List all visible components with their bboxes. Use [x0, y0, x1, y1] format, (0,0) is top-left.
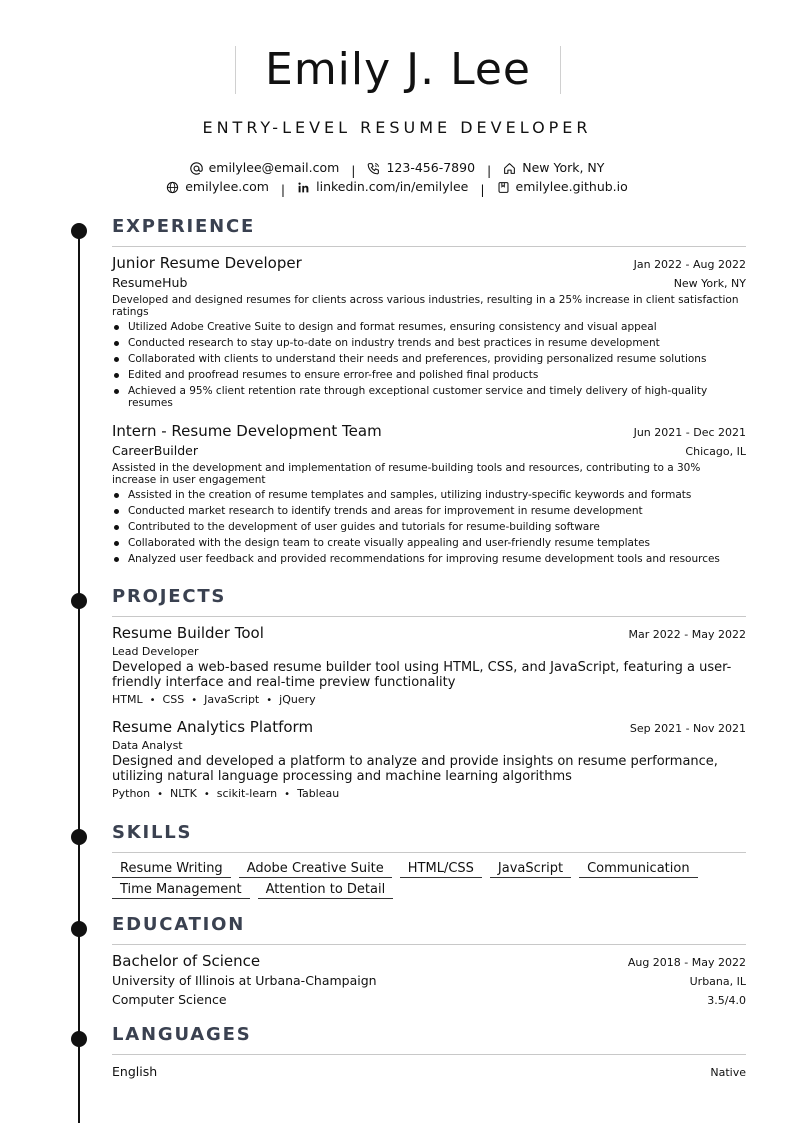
list-item: Conducted market research to identify trends and areas for improvement in resume development	[112, 505, 746, 517]
skill-tag: Time Management	[112, 881, 250, 899]
degree: Bachelor of Science	[112, 952, 261, 970]
institution: University of Illinois at Urbana-Champaign	[112, 973, 377, 988]
section-title: SKILLS	[112, 822, 193, 843]
keyword: NLTK	[170, 787, 197, 800]
projects-section	[112, 585, 746, 803]
contact-location	[503, 159, 604, 177]
contact-row-2	[0, 178, 794, 199]
timeline-line	[78, 228, 80, 1123]
company-name: ResumeHub	[112, 275, 188, 290]
keyword: JavaScript	[204, 693, 260, 706]
phone-icon	[367, 162, 380, 175]
globe-icon	[166, 181, 179, 194]
keyword: CSS	[162, 693, 185, 706]
list-item: Collaborated with clients to understand their needs and preferences, providing personalized resume solutions	[112, 353, 746, 365]
skill-tag: Adobe Creative Suite	[239, 860, 392, 878]
experience-entry	[112, 422, 746, 565]
headline: ENTRY-LEVEL RESUME DEVELOPER	[202, 118, 592, 137]
gpa: 3.5/4.0	[707, 994, 746, 1007]
list-item: Contributed to the development of user guides and tutorials for resume-building software	[112, 521, 746, 533]
section-title: EXPERIENCE	[112, 216, 256, 237]
job-title: Intern - Resume Development Team	[112, 422, 382, 440]
highlights-list	[112, 489, 746, 565]
section-divider	[112, 852, 746, 853]
education-entry	[112, 952, 746, 1009]
language-name: English	[112, 1064, 158, 1079]
company-name: CareerBuilder	[112, 443, 198, 458]
project-description: Developed a web-based resume builder tool using HTML, CSS, and JavaScript, featuring a user-friendly interface and real-time preview functionality	[112, 660, 732, 690]
project-name: Resume Analytics Platform	[112, 718, 314, 736]
contact-email[interactable]	[190, 159, 340, 177]
project-role: Data Analyst	[112, 739, 183, 752]
keyword: Tableau	[297, 787, 340, 800]
keyword-separator: •	[157, 789, 164, 800]
project-role: Lead Developer	[112, 645, 199, 658]
website-text: emilylee.com	[185, 179, 269, 194]
project-name: Resume Builder Tool	[112, 624, 264, 642]
section-divider	[112, 246, 746, 247]
contact-phone[interactable]	[367, 159, 475, 177]
keyword-separator: •	[266, 695, 273, 706]
contact-row-1	[0, 159, 794, 180]
languages-section	[112, 1023, 746, 1081]
list-item: Edited and proofread resumes to ensure error-free and polished final products	[112, 369, 746, 381]
language-entry	[112, 1062, 746, 1081]
keyword: Python	[112, 787, 151, 800]
timeline-dot	[71, 1031, 87, 1047]
job-date: Jun 2021 - Dec 2021	[633, 426, 746, 439]
timeline-dot	[71, 593, 87, 609]
skills-list	[112, 860, 746, 902]
skill-tag: Resume Writing	[112, 860, 231, 878]
skill-tag: Attention to Detail	[258, 881, 394, 899]
home-icon	[503, 162, 516, 175]
timeline-dot	[71, 921, 87, 937]
at-icon	[190, 162, 203, 175]
keyword-separator: •	[284, 789, 291, 800]
candidate-name: Emily J. Lee	[265, 44, 531, 95]
job-location: Chicago, IL	[685, 445, 746, 458]
project-entry	[112, 718, 746, 803]
timeline-dot	[71, 223, 87, 239]
email-text: emilylee@email.com	[208, 160, 340, 175]
job-summary: Developed and designed resumes for clients across various industries, resulting in a 25% increase in client satisfaction ratings	[112, 294, 739, 318]
separator: |	[487, 162, 492, 178]
keyword-separator: •	[191, 695, 198, 706]
project-date: Sep 2021 - Nov 2021	[629, 722, 746, 735]
keyword: jQuery	[279, 693, 316, 706]
job-location: New York, NY	[673, 277, 746, 290]
skill-tag: JavaScript	[490, 860, 571, 878]
skill-tag: Communication	[579, 860, 697, 878]
keyword-separator: •	[149, 695, 156, 706]
separator: |	[280, 181, 286, 197]
separator: |	[480, 181, 485, 197]
contact-linkedin[interactable]	[297, 178, 468, 196]
name-block	[235, 46, 561, 94]
experience-section	[112, 215, 746, 569]
highlights-list	[112, 321, 746, 409]
section-divider	[112, 944, 746, 945]
keyword: HTML	[112, 693, 143, 706]
timeline-dot	[71, 829, 87, 845]
skill-tag: HTML/CSS	[400, 860, 482, 878]
job-summary: Assisted in the development and implementation of resume-building tools and resources, contributing to a 30% increase in user engagement	[112, 462, 701, 486]
location-text: New York, NY	[522, 160, 605, 175]
skills-section	[112, 821, 746, 902]
list-item: Collaborated with the design team to create visually appealing and user-friendly resume templates	[112, 537, 746, 549]
section-divider	[112, 1054, 746, 1055]
project-keywords	[112, 692, 746, 709]
education-date: Aug 2018 - May 2022	[627, 956, 746, 969]
linkedin-icon	[297, 181, 310, 194]
project-description: Designed and developed a platform to analyze and provide insights on resume performance, utilizing natural language processing and machine learning algorithms	[112, 754, 718, 784]
education-location: Urbana, IL	[689, 975, 746, 988]
bookmark-icon	[497, 181, 510, 194]
separator: |	[351, 162, 356, 178]
project-date: Mar 2022 - May 2022	[628, 628, 746, 641]
job-date: Jan 2022 - Aug 2022	[633, 258, 746, 271]
contact-website[interactable]	[166, 178, 269, 196]
contact-github[interactable]	[497, 178, 628, 196]
linkedin-text: linkedin.com/in/emilylee	[316, 179, 469, 194]
section-title: EDUCATION	[112, 914, 246, 935]
keyword-separator: •	[203, 789, 210, 800]
section-title: PROJECTS	[112, 586, 227, 607]
section-title: LANGUAGES	[112, 1024, 252, 1045]
list-item: Achieved a 95% client retention rate through exceptional customer service and timely delivery of high-quality resumes	[112, 385, 746, 409]
keyword: scikit-learn	[216, 787, 278, 800]
job-title: Junior Resume Developer	[112, 254, 302, 272]
field-of-study: Computer Science	[112, 992, 227, 1007]
experience-entry	[112, 254, 746, 409]
github-text: emilylee.github.io	[515, 179, 628, 194]
phone-text: 123-456-7890	[386, 160, 476, 175]
language-fluency: Native	[710, 1066, 746, 1079]
list-item: Utilized Adobe Creative Suite to design and format resumes, ensuring consistency and visual appeal	[112, 321, 746, 333]
list-item: Conducted research to stay up-to-date on industry trends and best practices in resume development	[112, 337, 746, 349]
education-section	[112, 913, 746, 1009]
list-item: Analyzed user feedback and provided recommendations for improving resume development tools and resources	[112, 553, 746, 565]
project-keywords	[112, 786, 746, 803]
project-entry	[112, 624, 746, 709]
list-item: Assisted in the creation of resume templates and samples, utilizing industry-specific keywords and formats	[112, 489, 746, 501]
section-divider	[112, 616, 746, 617]
